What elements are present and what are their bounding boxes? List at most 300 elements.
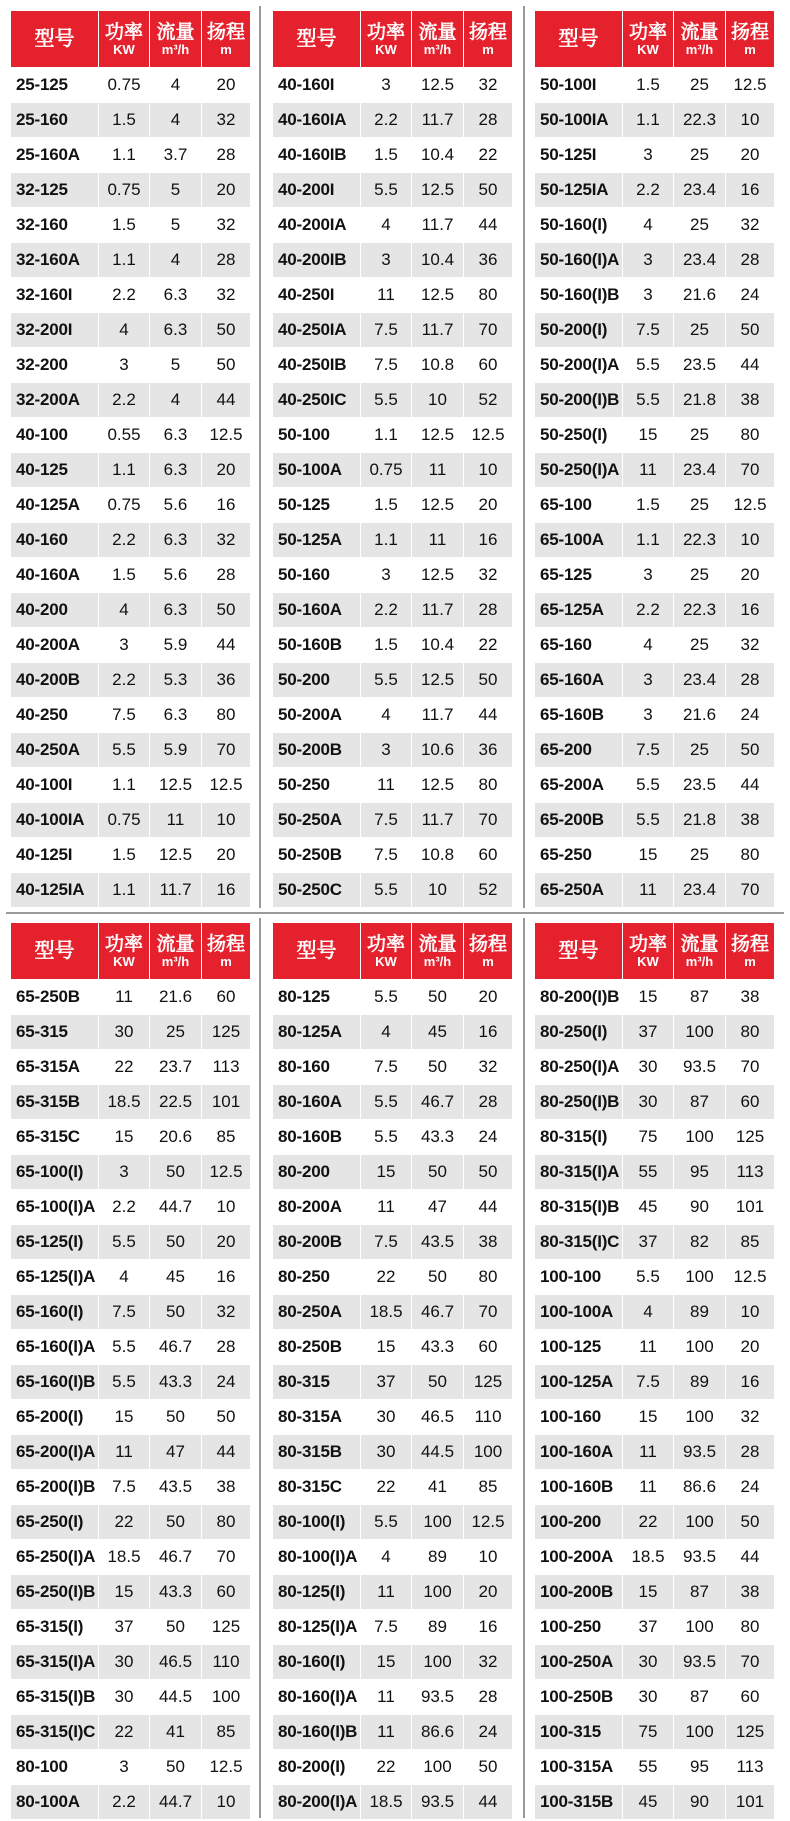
flow-cell: 25 — [674, 488, 726, 523]
power-cell: 7.5 — [623, 1365, 674, 1400]
table-row — [273, 1680, 513, 1715]
table-row — [273, 628, 513, 663]
model-cell: 80-315A — [273, 1400, 361, 1435]
head-cell: 113 — [726, 1750, 775, 1785]
head-cell: 80 — [726, 1610, 775, 1645]
head-cell: 32 — [464, 558, 513, 593]
flow-cell: 21.8 — [674, 383, 726, 418]
flow-cell: 93.5 — [674, 1050, 726, 1085]
model-cell: 50-100 — [273, 418, 361, 453]
flow-cell: 44.7 — [150, 1785, 202, 1820]
power-cell: 11 — [623, 453, 674, 488]
flow-cell: 23.7 — [150, 1050, 202, 1085]
head-cell: 44 — [464, 1785, 513, 1820]
power-cell: 15 — [99, 1400, 150, 1435]
table-row — [273, 873, 513, 908]
head-cell: 44 — [464, 698, 513, 733]
table-row — [11, 103, 251, 138]
head-cell: 24 — [464, 1715, 513, 1750]
power-cell: 7.5 — [623, 733, 674, 768]
head-cell: 32 — [726, 1400, 775, 1435]
model-cell: 50-200 — [273, 663, 361, 698]
model-cell: 65-315A — [11, 1050, 99, 1085]
table-row — [535, 1575, 775, 1610]
header-model — [11, 923, 99, 980]
flow-cell: 10.6 — [412, 733, 464, 768]
model-cell: 50-160(I)A — [535, 243, 623, 278]
table-row — [11, 488, 251, 523]
flow-cell: 10.4 — [412, 243, 464, 278]
table-row — [535, 173, 775, 208]
head-cell: 80 — [464, 768, 513, 803]
model-cell: 65-250(I)A — [11, 1540, 99, 1575]
flow-cell: 25 — [674, 838, 726, 873]
flow-cell: 11.7 — [412, 698, 464, 733]
flow-cell: 12.5 — [412, 663, 464, 698]
head-cell: 32 — [464, 1645, 513, 1680]
head-cell: 32 — [726, 208, 775, 243]
model-cell: 40-160I — [273, 68, 361, 103]
power-cell: 7.5 — [623, 313, 674, 348]
flow-cell: 100 — [674, 1015, 726, 1050]
table-header-row — [535, 11, 775, 68]
model-cell: 32-160 — [11, 208, 99, 243]
table-row — [535, 1190, 775, 1225]
flow-cell: 5.9 — [150, 628, 202, 663]
power-cell: 30 — [99, 1645, 150, 1680]
head-cell: 80 — [464, 1260, 513, 1295]
head-cell: 44 — [464, 208, 513, 243]
head-cell: 10 — [464, 1540, 513, 1575]
model-cell: 40-250IA — [273, 313, 361, 348]
model-cell: 40-200 — [11, 593, 99, 628]
model-cell: 65-250B — [11, 980, 99, 1015]
flow-cell: 47 — [412, 1190, 464, 1225]
head-cell: 10 — [202, 1785, 251, 1820]
flow-cell: 25 — [674, 138, 726, 173]
head-cell: 85 — [726, 1225, 775, 1260]
model-cell: 100-315 — [535, 1715, 623, 1750]
head-cell: 10 — [202, 803, 251, 838]
head-cell: 36 — [464, 733, 513, 768]
table-row — [273, 173, 513, 208]
head-cell: 38 — [726, 803, 775, 838]
header-model — [11, 11, 99, 68]
table-row — [535, 1610, 775, 1645]
table-row — [535, 1505, 775, 1540]
power-cell: 5.5 — [361, 383, 412, 418]
header-head-unit: m — [220, 41, 232, 57]
header-head-label: 扬程 — [730, 933, 769, 955]
top-block — [0, 4, 790, 910]
table-row — [11, 453, 251, 488]
table-row — [11, 768, 251, 803]
model-cell: 65-160(I)B — [11, 1365, 99, 1400]
flow-cell: 46.7 — [150, 1540, 202, 1575]
table-row — [273, 348, 513, 383]
head-cell: 28 — [202, 243, 251, 278]
table-row — [273, 1225, 513, 1260]
model-cell: 80-125A — [273, 1015, 361, 1050]
power-cell: 7.5 — [361, 1225, 412, 1260]
table-row — [11, 1715, 251, 1750]
head-cell: 70 — [726, 453, 775, 488]
power-cell: 5.5 — [99, 1365, 150, 1400]
flow-cell: 11 — [412, 523, 464, 558]
power-cell: 2.2 — [623, 593, 674, 628]
model-cell: 40-100 — [11, 418, 99, 453]
power-cell: 4 — [99, 1260, 150, 1295]
head-cell: 80 — [726, 418, 775, 453]
flow-cell: 44.7 — [150, 1190, 202, 1225]
header-flow-label: 流量 — [418, 21, 457, 43]
header-model-label: 型号 — [296, 939, 337, 962]
model-cell: 65-315(I)C — [11, 1715, 99, 1750]
power-cell: 1.1 — [99, 768, 150, 803]
power-cell: 11 — [361, 1575, 412, 1610]
model-cell: 100-250B — [535, 1680, 623, 1715]
head-cell: 10 — [464, 453, 513, 488]
model-cell: 80-160(I) — [273, 1645, 361, 1680]
power-cell: 30 — [361, 1400, 412, 1435]
power-cell: 18.5 — [623, 1540, 674, 1575]
header-flow — [412, 923, 464, 980]
table-row — [535, 243, 775, 278]
model-cell: 40-200IB — [273, 243, 361, 278]
table-row — [11, 803, 251, 838]
model-cell: 80-315 — [273, 1365, 361, 1400]
flow-cell: 12.5 — [412, 768, 464, 803]
flow-cell: 46.5 — [412, 1400, 464, 1435]
table-row — [535, 1085, 775, 1120]
power-cell: 7.5 — [361, 1610, 412, 1645]
flow-cell: 43.3 — [412, 1120, 464, 1155]
power-cell: 37 — [361, 1365, 412, 1400]
column-divider — [523, 918, 525, 1818]
table-row — [535, 1435, 775, 1470]
model-cell: 65-160(I)A — [11, 1330, 99, 1365]
table-row — [535, 980, 775, 1015]
head-cell: 32 — [464, 1050, 513, 1085]
header-model-label: 型号 — [558, 939, 599, 962]
power-cell: 5.5 — [623, 383, 674, 418]
flow-cell: 87 — [674, 1085, 726, 1120]
table-row — [535, 663, 775, 698]
table-row — [11, 68, 251, 103]
model-cell: 50-100A — [273, 453, 361, 488]
table-row — [11, 1785, 251, 1820]
flow-cell: 23.4 — [674, 173, 726, 208]
flow-cell: 25 — [674, 418, 726, 453]
power-cell: 3 — [623, 558, 674, 593]
model-cell: 65-250 — [535, 838, 623, 873]
table-row — [535, 68, 775, 103]
power-cell: 22 — [361, 1260, 412, 1295]
table-row — [11, 980, 251, 1015]
power-cell: 11 — [99, 1435, 150, 1470]
head-cell: 16 — [464, 523, 513, 558]
table-row — [11, 243, 251, 278]
model-cell: 65-100A — [535, 523, 623, 558]
spec-table — [10, 922, 251, 1820]
table-row — [11, 628, 251, 663]
power-cell: 1.5 — [361, 628, 412, 663]
power-cell: 30 — [99, 1680, 150, 1715]
header-flow-unit: m³/h — [423, 953, 452, 969]
model-cell: 80-160(I)B — [273, 1715, 361, 1750]
flow-cell: 23.4 — [674, 873, 726, 908]
flow-cell: 50 — [150, 1225, 202, 1260]
table-row — [273, 1610, 513, 1645]
header-power — [623, 923, 674, 980]
table-row — [11, 1120, 251, 1155]
head-cell: 70 — [726, 873, 775, 908]
power-cell: 0.75 — [99, 68, 150, 103]
flow-cell: 6.3 — [150, 278, 202, 313]
power-cell: 3 — [623, 663, 674, 698]
head-cell: 36 — [464, 243, 513, 278]
flow-cell: 87 — [674, 1680, 726, 1715]
power-cell: 5.5 — [99, 1225, 150, 1260]
power-cell: 4 — [623, 1295, 674, 1330]
model-cell: 40-200A — [11, 628, 99, 663]
header-head-label: 扬程 — [206, 933, 245, 955]
model-cell: 40-200I — [273, 173, 361, 208]
model-cell: 100-100A — [535, 1295, 623, 1330]
flow-cell: 21.6 — [674, 698, 726, 733]
header-model — [273, 11, 361, 68]
model-cell: 65-100(I) — [11, 1155, 99, 1190]
table-row — [273, 698, 513, 733]
flow-cell: 90 — [674, 1190, 726, 1225]
header-flow-unit: m³/h — [161, 41, 190, 57]
model-cell: 40-100IA — [11, 803, 99, 838]
table-row — [535, 698, 775, 733]
header-flow — [150, 923, 202, 980]
table-row — [11, 1260, 251, 1295]
power-cell: 1.1 — [99, 453, 150, 488]
head-cell: 16 — [464, 1015, 513, 1050]
head-cell: 12.5 — [202, 418, 251, 453]
power-cell: 75 — [623, 1120, 674, 1155]
flow-cell: 6.3 — [150, 418, 202, 453]
power-cell: 15 — [623, 980, 674, 1015]
model-cell: 65-200 — [535, 733, 623, 768]
table-row — [11, 1610, 251, 1645]
power-cell: 1.1 — [361, 418, 412, 453]
model-cell: 80-200(I)B — [535, 980, 623, 1015]
power-cell: 5.5 — [99, 733, 150, 768]
flow-cell: 50 — [150, 1295, 202, 1330]
power-cell: 22 — [361, 1750, 412, 1785]
model-cell: 80-315(I)C — [535, 1225, 623, 1260]
table-row — [11, 558, 251, 593]
flow-cell: 5 — [150, 348, 202, 383]
table-header-row — [11, 11, 251, 68]
model-cell: 50-200(I)A — [535, 348, 623, 383]
flow-cell: 44.5 — [150, 1680, 202, 1715]
power-cell: 2.2 — [361, 103, 412, 138]
flow-cell: 46.7 — [150, 1330, 202, 1365]
header-head-unit: m — [744, 41, 756, 57]
flow-cell: 12.5 — [412, 488, 464, 523]
power-cell: 4 — [361, 698, 412, 733]
flow-cell: 87 — [674, 980, 726, 1015]
header-head — [726, 923, 775, 980]
spec-table — [10, 10, 251, 908]
table-row — [11, 663, 251, 698]
flow-cell: 22.3 — [674, 523, 726, 558]
table-row — [273, 1715, 513, 1750]
column-divider — [259, 918, 261, 1818]
power-cell: 11 — [361, 1190, 412, 1225]
model-cell: 100-250A — [535, 1645, 623, 1680]
flow-cell: 100 — [412, 1750, 464, 1785]
head-cell: 60 — [202, 1575, 251, 1610]
table-row — [11, 173, 251, 208]
table-row — [11, 138, 251, 173]
model-cell: 100-200 — [535, 1505, 623, 1540]
head-cell: 22 — [464, 628, 513, 663]
model-cell: 40-250IC — [273, 383, 361, 418]
flow-cell: 93.5 — [674, 1645, 726, 1680]
table-row — [273, 1295, 513, 1330]
header-power-label: 功率 — [628, 21, 667, 43]
header-head-label: 扬程 — [730, 21, 769, 43]
head-cell: 44 — [726, 1540, 775, 1575]
table-row — [535, 1120, 775, 1155]
model-cell: 65-200(I) — [11, 1400, 99, 1435]
head-cell: 32 — [202, 1295, 251, 1330]
table-row — [535, 208, 775, 243]
table-row — [273, 1575, 513, 1610]
flow-cell: 10.8 — [412, 838, 464, 873]
flow-cell: 12.5 — [412, 558, 464, 593]
flow-cell: 100 — [674, 1715, 726, 1750]
head-cell: 125 — [726, 1715, 775, 1750]
model-cell: 80-100 — [11, 1750, 99, 1785]
power-cell: 7.5 — [99, 1295, 150, 1330]
flow-cell: 43.3 — [150, 1365, 202, 1400]
head-cell: 44 — [464, 1190, 513, 1225]
table-row — [11, 873, 251, 908]
model-cell: 65-160 — [535, 628, 623, 663]
flow-cell: 46.7 — [412, 1085, 464, 1120]
power-cell: 3 — [361, 558, 412, 593]
flow-cell: 46.5 — [150, 1645, 202, 1680]
head-cell: 60 — [202, 980, 251, 1015]
table-row — [273, 488, 513, 523]
table-row — [273, 1120, 513, 1155]
power-cell: 30 — [623, 1085, 674, 1120]
head-cell: 50 — [726, 1505, 775, 1540]
flow-cell: 11.7 — [412, 803, 464, 838]
header-head-label: 扬程 — [206, 21, 245, 43]
flow-cell: 50 — [150, 1610, 202, 1645]
model-cell: 65-100(I)A — [11, 1190, 99, 1225]
power-cell: 5.5 — [361, 1085, 412, 1120]
head-cell: 50 — [464, 1750, 513, 1785]
model-cell: 80-250A — [273, 1295, 361, 1330]
model-cell: 40-250 — [11, 698, 99, 733]
header-model — [535, 11, 623, 68]
header-flow-unit: m³/h — [161, 953, 190, 969]
table-row — [273, 243, 513, 278]
model-cell: 100-250 — [535, 1610, 623, 1645]
model-cell: 50-200(I)B — [535, 383, 623, 418]
model-cell: 80-250B — [273, 1330, 361, 1365]
flow-cell: 12.5 — [150, 838, 202, 873]
model-cell: 65-315 — [11, 1015, 99, 1050]
header-model — [535, 923, 623, 980]
model-cell: 80-200(I)A — [273, 1785, 361, 1820]
power-cell: 3 — [99, 348, 150, 383]
flow-cell: 10.4 — [412, 628, 464, 663]
spec-table — [534, 922, 775, 1820]
model-cell: 50-250 — [273, 768, 361, 803]
table-row — [11, 698, 251, 733]
flow-cell: 50 — [150, 1750, 202, 1785]
head-cell: 16 — [202, 488, 251, 523]
model-cell: 80-200B — [273, 1225, 361, 1260]
power-cell: 18.5 — [361, 1295, 412, 1330]
head-cell: 38 — [726, 1575, 775, 1610]
model-cell: 40-160IB — [273, 138, 361, 173]
head-cell: 12.5 — [464, 418, 513, 453]
table-row — [11, 208, 251, 243]
flow-cell: 43.5 — [150, 1470, 202, 1505]
power-cell: 15 — [99, 1575, 150, 1610]
header-power-label: 功率 — [628, 933, 667, 955]
head-cell: 110 — [202, 1645, 251, 1680]
table-row — [535, 558, 775, 593]
head-cell: 12.5 — [726, 1260, 775, 1295]
flow-cell: 93.5 — [412, 1785, 464, 1820]
head-cell: 125 — [202, 1015, 251, 1050]
header-power-unit: KW — [113, 953, 135, 969]
table-row — [273, 1085, 513, 1120]
power-cell: 45 — [623, 1190, 674, 1225]
flow-cell: 50 — [412, 1155, 464, 1190]
flow-cell: 4 — [150, 383, 202, 418]
head-cell: 113 — [726, 1155, 775, 1190]
head-cell: 16 — [726, 173, 775, 208]
power-cell: 1.1 — [99, 138, 150, 173]
header-flow — [150, 11, 202, 68]
power-cell: 3 — [623, 243, 674, 278]
header-power — [99, 11, 150, 68]
table-row — [273, 278, 513, 313]
flow-cell: 93.5 — [674, 1435, 726, 1470]
model-cell: 40-125IA — [11, 873, 99, 908]
power-cell: 2.2 — [99, 663, 150, 698]
head-cell: 24 — [464, 1120, 513, 1155]
head-cell: 20 — [202, 68, 251, 103]
table-row — [273, 418, 513, 453]
model-cell: 80-125(I)A — [273, 1610, 361, 1645]
model-cell: 40-160IA — [273, 103, 361, 138]
table-row — [11, 1155, 251, 1190]
flow-cell: 11.7 — [412, 103, 464, 138]
flow-cell: 50 — [150, 1505, 202, 1540]
flow-cell: 100 — [674, 1400, 726, 1435]
header-model-label: 型号 — [34, 939, 75, 962]
power-cell: 1.5 — [99, 838, 150, 873]
head-cell: 100 — [202, 1680, 251, 1715]
head-cell: 60 — [726, 1680, 775, 1715]
head-cell: 85 — [464, 1470, 513, 1505]
head-cell: 20 — [202, 453, 251, 488]
